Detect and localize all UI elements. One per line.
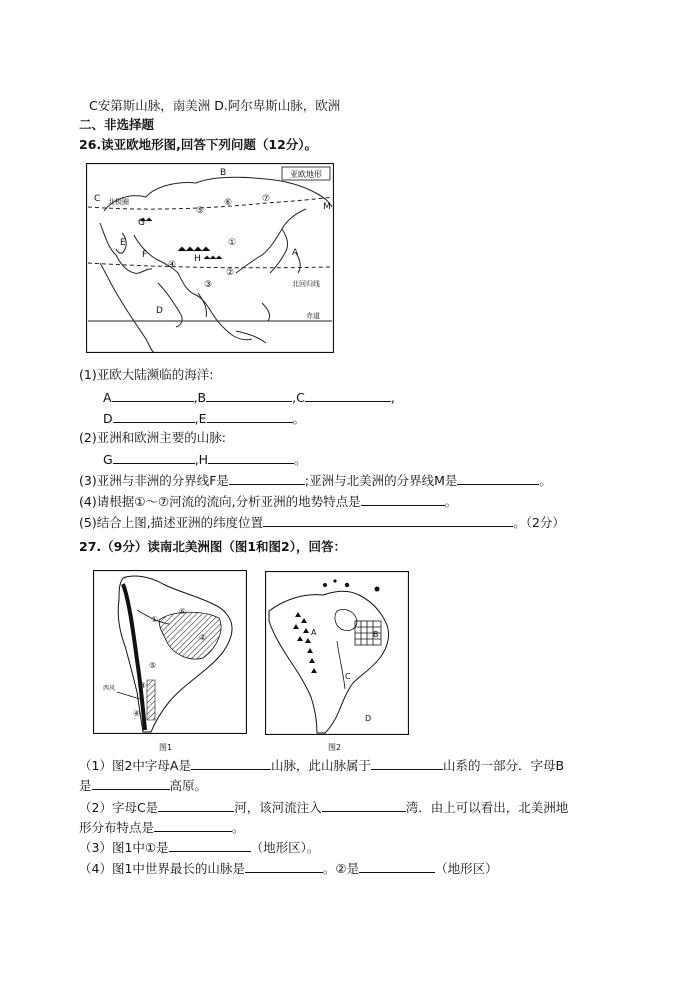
map-label-f: F [142, 250, 148, 260]
blank-latitude[interactable] [263, 514, 513, 527]
q26-part5: (5)结合上图,描述亚洲的纬度位置 。（2分） [79, 515, 565, 530]
fig1-label-6: ⑥ [179, 607, 187, 616]
blank-h[interactable] [208, 451, 294, 464]
river-1: ① [228, 238, 237, 248]
map-label-arctic-circle: 北极圈 [108, 198, 129, 206]
q27-stem: 27.（9分）读南北美洲图（图1和图2），回答： [79, 539, 346, 554]
fig2-label-b: B [373, 630, 379, 639]
river-6: ⑥ [224, 198, 233, 208]
blank-plateau-b[interactable] [92, 777, 170, 790]
q27-part1-line1: （1）图2中字母A是 山脉，此山脉属于 山系的一部分．字母B [79, 758, 565, 773]
map-title: 亚欧地形 [290, 170, 322, 179]
q26-part3: (3)亚洲与非洲的分界线F是 ;亚洲与北美洲的分界线M是 。 [79, 473, 552, 488]
blank-mountain-system[interactable] [371, 757, 443, 770]
fig1-label-4: ④ [133, 709, 141, 718]
blank-river-c[interactable] [158, 799, 234, 812]
blank-gulf[interactable] [322, 799, 406, 812]
river-3: ③ [204, 280, 213, 290]
q26-part2: (2)亚洲和欧洲主要的山脉: [79, 430, 226, 445]
q26-part1-line1: A ,B ,C , [103, 390, 395, 405]
blank-d[interactable] [113, 410, 195, 423]
q27-part2-line1: （2）字母C是 河，该河流注入 湾．由上可以看出，北美洲地 [79, 800, 569, 815]
blank-e[interactable] [207, 410, 293, 423]
map-label-e: E [120, 238, 126, 248]
blank-c[interactable] [305, 389, 391, 402]
fig1-label-1: ① [151, 615, 159, 624]
map-label-a: A [292, 248, 299, 258]
blank-mountain-a[interactable] [191, 757, 271, 770]
q27-part1-line2: 是 高原。 [79, 778, 208, 793]
blank-b[interactable] [206, 389, 292, 402]
blank-f[interactable] [229, 472, 305, 485]
q26-part2-line: G ,H 。 [103, 452, 307, 467]
river-4: ④ [168, 260, 177, 270]
fig1-label-5: ⑤ [149, 661, 157, 670]
fig1-caption: 图1 [159, 743, 173, 752]
map-label-c: C [94, 194, 101, 204]
river-5: ⑤ [196, 206, 205, 216]
map-label-h: H [194, 254, 201, 264]
q27-part3: （3）图1中①是 （地形区）。 [79, 840, 320, 855]
fig1-label-3: ③ [139, 681, 147, 690]
asia-europe-map [86, 163, 334, 353]
section-title: 二、非选择题 [79, 117, 155, 132]
blank-longest-mountain[interactable] [245, 860, 323, 873]
blank-landform-2[interactable] [359, 860, 435, 873]
q25-options-c-d: C安第斯山脉，南美洲 D.阿尔卑斯山脉，欧洲 [89, 98, 341, 113]
blank-terrain-distribution[interactable] [154, 819, 232, 832]
river-2: ② [226, 268, 235, 278]
q26-part4: (4)请根据①～⑦河流的流向,分析亚洲的地势特点是 。 [79, 494, 458, 509]
blank-landform-1[interactable] [169, 839, 251, 852]
q27-part4: （4）图1中世界最长的山脉是 。②是 （地形区） [79, 861, 498, 876]
fig2-label-a: A [311, 628, 317, 637]
river-7: ⑦ [262, 194, 271, 204]
map-label-equator: 赤道 [306, 312, 320, 320]
blank-g[interactable] [113, 451, 195, 464]
blank-terrain[interactable] [361, 493, 445, 506]
map-label-g: G [138, 218, 145, 228]
map-label-tropic: 北回归线 [292, 280, 320, 288]
fig1-label-2: ② [199, 633, 207, 642]
fig2-caption: 图2 [328, 743, 342, 752]
q26-stem: 26.读亚欧地形图,回答下列问题（12分）。 [79, 137, 318, 152]
south-america-map [93, 570, 247, 734]
map-label-b: B [220, 168, 227, 178]
q27-part2-line2: 形分布特点是 。 [79, 820, 245, 835]
map-label-d: D [156, 306, 163, 316]
north-america-map [265, 571, 409, 735]
fig2-label-c: C [345, 672, 351, 681]
q26-part1: (1)亚欧大陆濒临的海洋: [79, 367, 214, 382]
blank-a[interactable] [112, 389, 194, 402]
fig1-label-westerly: 西风 [103, 685, 116, 692]
q26-part1-line2: D ,E 。 [103, 411, 306, 426]
map-label-m: M [323, 202, 331, 212]
fig2-label-d: D [365, 714, 372, 723]
blank-m[interactable] [457, 472, 539, 485]
